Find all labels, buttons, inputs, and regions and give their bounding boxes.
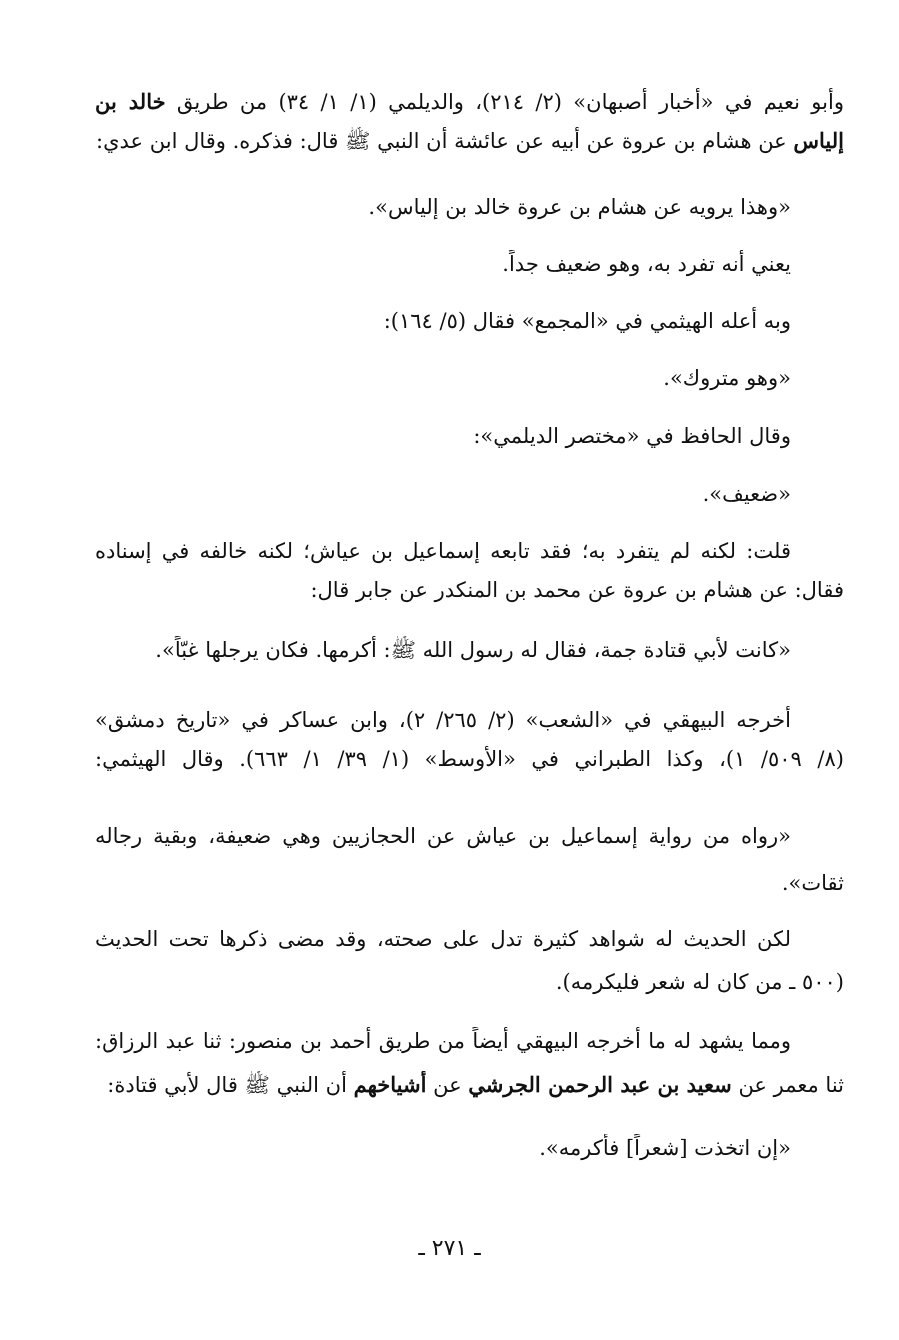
text-line: فقال: عن هشام بن عروة عن محمد بن المنكدر عن جابر قال: bbox=[310, 578, 844, 602]
text-line: أخرجه البيهقي في «الشعب» (٢/ ٢٦٥/ ٢)، وابن عساكر في «تاريخ دمشق» bbox=[95, 708, 791, 732]
text-line bbox=[95, 1071, 844, 1099]
text-run: عن هشام بن عروة عن أبيه عن عائشة أن النبي ﷺ قال: فذكره. وقال ابن عدي: bbox=[96, 129, 794, 153]
text-line: ومما يشهد له ما أخرجه البيهقي أيضاً من طريق أحمد بن منصور: ثنا عبد الرزاق: bbox=[95, 1029, 791, 1053]
narrator-name: سعيد بن عبد الرحمن الجرشي bbox=[468, 1072, 732, 1097]
hadith-quote: «كانت لأبي قتادة جمة، فقال له رسول الله ﷺ: أكرمها. فكان يرجلها غبّاً». bbox=[155, 638, 791, 662]
quote-line: «وهو متروك». bbox=[663, 366, 791, 390]
narrator-name: خالد بن bbox=[95, 89, 166, 114]
quote-line: ثقات». bbox=[781, 871, 844, 895]
text-line bbox=[95, 127, 844, 155]
text-line: وبه أعله الهيثمي في «المجمع» فقال (٥/ ١٦٤): bbox=[383, 309, 791, 333]
quote-line: «وهذا يرويه عن هشام بن عروة خالد بن إلياس». bbox=[368, 195, 791, 219]
text-line: (٥٠٠ ـ من كان له شعر فليكرمه). bbox=[555, 970, 844, 994]
text-line: قلت: لكنه لم يتفرد به؛ فقد تابعه إسماعيل بن عياش؛ لكنه خالفه في إسناده bbox=[95, 539, 791, 563]
text-run: وأبو نعيم في «أخبار أصبهان» (٢/ ٢١٤)، والديلمي (١/ ١/ ٣٤) من طريق bbox=[165, 90, 844, 114]
quote-line: «رواه من رواية إسماعيل بن عياش عن الحجازيين وهي ضعيفة، وبقية رجاله bbox=[95, 824, 791, 848]
text-run: أن النبي ﷺ قال لأبي قتادة: bbox=[107, 1073, 354, 1097]
quote-line: «ضعيف». bbox=[702, 482, 791, 506]
text-line bbox=[95, 88, 844, 116]
text-line: وقال الحافظ في «مختصر الديلمي»: bbox=[473, 424, 791, 448]
text-run: عن bbox=[426, 1073, 469, 1097]
page-number: ـ ٢٧١ ـ bbox=[418, 1236, 481, 1261]
text-run: ثنا معمر عن bbox=[731, 1073, 844, 1097]
text-line: لكن الحديث له شواهد كثيرة تدل على صحته، وقد مضى ذكرها تحت الحديث bbox=[95, 927, 791, 951]
hadith-quote: «إن اتخذت [شعراً] فأكرمه». bbox=[539, 1136, 791, 1160]
narrator-name: إلياس bbox=[793, 128, 844, 153]
text-line: يعني أنه تفرد به، وهو ضعيف جداً. bbox=[502, 252, 791, 276]
narrator-name: أشياخهم bbox=[353, 1072, 427, 1097]
text-line: (٨/ ٥٠٩/ ١)، وكذا الطبراني في «الأوسط» (١/ ٣٩/ ١/ ٦٦٣). وقال الهيثمي: bbox=[95, 747, 844, 771]
